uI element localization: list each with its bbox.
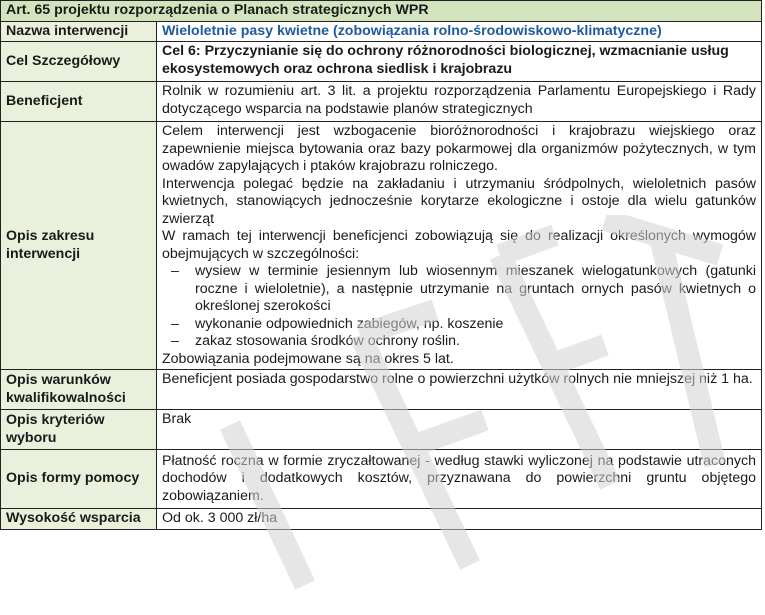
scope-paragraph-3: W ramach tej interwencji beneficjenci zobowiązują się do realizacji określonych wymogów obejmujących w szczególności: — [162, 228, 756, 262]
support-amount: Od ok. 3 000 zł/ha — [157, 509, 762, 530]
table-row-cel — [1, 42, 762, 82]
row-label-nazwa: Nazwa interwencji — [1, 21, 157, 42]
row-label-forma: Opis formy pomocy — [1, 450, 157, 509]
eligibility-paragraph: Beneficjent posiada gospodarstwo rolne o powierzchni użytków rolnych nie mniejszej niż 1 ha. — [162, 371, 753, 387]
table-header: Art. 65 projektu rozporządzenia o Planach strategicznych WPR — [1, 1, 762, 22]
beneficiary-paragraph: Rolnik w rozumieniu art. 3 lit. a projektu rozporządzenia Parlamentu Europejskiego i Rady dotyczącego wsparcia na podstawie planów strategicznych — [162, 83, 756, 117]
list-item — [162, 263, 756, 316]
intervention-name: Wieloletnie pasy kwietne (zobowiązania rolno-środowiskowo-klimatyczne) — [157, 21, 762, 42]
table-row-nazwa — [1, 21, 762, 42]
dash-bullet: – — [171, 315, 179, 332]
list-item — [162, 316, 756, 334]
specific-objective: Cel 6: Przyczynianie się do ochrony różnorodności biologicznej, wzmacnianie usług ekosystemowych oraz ochrona siedlisk i krajobrazu — [157, 42, 762, 82]
eligibility-text — [157, 370, 762, 410]
row-label-wysokosc: Wysokość wsparcia — [1, 509, 157, 530]
row-label-cel: Cel Szczegółowy — [1, 42, 157, 82]
dash-bullet: – — [171, 333, 179, 349]
table-row-wysokosc — [1, 509, 762, 530]
scope-description — [157, 122, 762, 370]
table-row-kryteria — [1, 410, 762, 450]
scope-closing: Zobowiązania podejmowane są na okres 5 lat. — [162, 350, 454, 367]
list-item-text: wysiew w terminie jesiennym lub wiosennym mieszanek wielogatunkowych (gatunki roczne i wieloletnie), a następnie utrzymanie na gruntach ornych pasów kwietnych o określonej szerokości — [195, 263, 756, 314]
table-row-beneficjent — [1, 82, 762, 122]
list-item-text: wykonanie odpowiednich zabiegów, np. koszenie — [195, 315, 504, 332]
table-row-forma — [1, 450, 762, 509]
aid-form-paragraph: Płatność roczna w formie zryczałtowanej - według stawki wyliczonej na podstawie utraconych dochodów i dodatkowych kosztów, przyznawana do powierzchni gruntu objętego zobowiązaniem. — [162, 452, 756, 504]
aid-form-text — [157, 450, 762, 509]
list-item — [162, 333, 756, 351]
beneficiary-text — [157, 82, 762, 122]
table-header-row — [1, 1, 762, 22]
scope-paragraph-1: Celem interwencji jest wzbogacenie bioróżnorodności i krajobrazu wiejskiego oraz zapewnienie miejsca bytowania oraz bazy pokarmowej dla organizmów pożytecznych, w tym owadów zapylających i ptaków krajobrazu rolniczego. — [162, 123, 756, 174]
row-label-opis-zakresu: Opis zakresu interwencji — [1, 122, 157, 370]
list-item-text: zakaz stosowania środków ochrony roślin. — [195, 333, 460, 349]
requirements-list — [162, 263, 756, 351]
row-label-kryteria: Opis kryteriów wyboru — [1, 410, 157, 450]
dash-bullet: – — [171, 263, 179, 279]
scope-paragraph-2: Interwencja polegać będzie na zakładaniu i utrzymaniu śródpolnych, wieloletnich pasów kwietnych, stanowiących jednocześnie korytarze ekologiczne i ostoje dla wielu gatunków zwierząt — [162, 175, 756, 227]
table-row-opis-zakresu — [1, 122, 762, 370]
row-label-warunki: Opis warunków kwalifikowalności — [1, 370, 157, 410]
row-label-beneficjent: Beneficjent — [1, 82, 157, 122]
table-row-warunki — [1, 370, 762, 410]
selection-criteria: Brak — [157, 410, 762, 450]
